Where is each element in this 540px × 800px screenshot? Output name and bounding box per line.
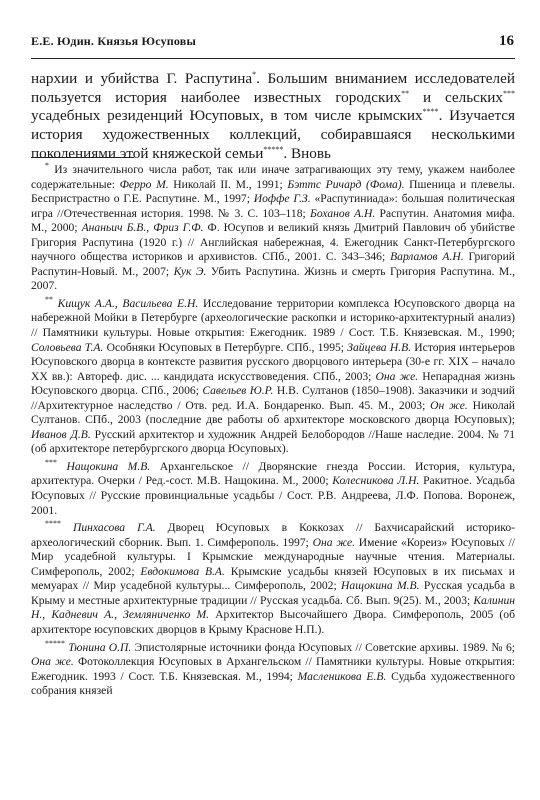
footnote-author: Иванов Д.В.	[31, 427, 91, 441]
footnote-author: Ананьич Б.В., Фриз Г.Ф.	[81, 221, 204, 235]
footnote-author: Она же.	[31, 655, 74, 669]
footnote-text: Пшеница и плевелы. Беспристрастно о Г.Е. Распутине. М., 1997;	[31, 177, 515, 206]
footnote-author: Евдокимова В.А.	[140, 564, 225, 578]
footnote-text: Николай Султанов. СПб., 2003 (последние две работы об архитекторе московского дворца Юсуповых);	[31, 398, 515, 427]
footnote	[31, 163, 515, 294]
footnote-author: Ферро М.	[119, 177, 169, 191]
footnote-author: Савельев Ю.Р.	[202, 384, 274, 398]
footnote-marker: ****	[45, 519, 61, 529]
footnote-text: Имение «Кореиз» Юсуповых //Мир усадебной культуры. I Крымские международные научные чтения. Материалы. Симферополь, 2002;	[31, 535, 516, 578]
footnote-author: Калинин Н., Кадневич А., Земляниченко М.	[31, 593, 515, 622]
body-text-segment: и сельских	[409, 88, 503, 106]
footnote-author: Колесникова Л.Н.	[332, 474, 420, 488]
footnote-text: «Распутиниада»: большая политическая игра //Отечественная история. 1998. № 3. С. 103–118;	[31, 192, 515, 220]
footnote-text: Исследование территории комплекса Юсуповского дворца на набережной Мойки в Петербурге (археологические раскопки и историко-архитектурный анализ) // Памятники культуры. Новые открытия: Ежегодник. 1989 / Сост. Т.Б. Князевская. М., 1990;	[31, 296, 515, 340]
footnote-author: Тюнина О.П.	[68, 640, 132, 654]
footnote	[31, 638, 515, 699]
footnote-author: Зайцева Н.В.	[347, 340, 412, 354]
footnote-marker: ***	[45, 458, 57, 468]
footnote-author: Нащокина М.В.	[341, 579, 420, 593]
footnote-author: Он же.	[430, 398, 468, 412]
footnote-ref-2: **	[401, 88, 410, 98]
footnote	[31, 460, 515, 518]
footnote-text: Распутин. Анатомия мифа. М., 2000;	[31, 206, 515, 235]
header-rule	[31, 58, 515, 59]
footnote-marker: **	[45, 295, 53, 305]
footnotes-section	[31, 163, 515, 702]
footnote-text: Николай II. М., 1991;	[168, 177, 288, 191]
footnote	[31, 521, 515, 637]
footnote-text: История интерьеров Юсуповского дворца в контексте развития русского дворцового интерьера (30-е гг. XIX – начало XX вв.): Автореф. дис. ... кандидата искусствоведения. СПб., 2003;	[31, 340, 516, 383]
book-page	[31, 0, 515, 800]
footnote-author: Кищук А.А., Васильева Е.Н.	[57, 296, 199, 310]
footnote-author: Варламов А.Н.	[390, 250, 464, 264]
footnote-text: Ракитное. Усадьба Юсуповых // Русские провинциальные усадьбы / Сост. Р.В. Андреева, Л.Ф. Попова. Воронеж, 2001.	[31, 474, 515, 517]
body-text-segment: усадебных резиденций Юсуповых, в том числе крымских	[31, 107, 423, 125]
footnote-text: Из значительного числа работ, так или иначе затрагивающих эту тему, укажем наиболее содержательные:	[31, 163, 515, 191]
footnote-text: Архитектор Высочайшего Двора. Симферополь, 2005 (об архитекторе юсуповских дворцов в Крыму Краснове Н.П.).	[31, 608, 515, 636]
footnote-marker: *	[45, 161, 49, 171]
body-paragraph	[31, 70, 515, 164]
footnote	[31, 297, 515, 457]
footnote-marker: *****	[45, 638, 65, 648]
footnote-author: Она же.	[312, 535, 356, 549]
footnote-ref-5: *****	[263, 144, 284, 154]
running-head: Е.Е. Юдин. Князья Юсуповы	[31, 34, 197, 48]
footnote-text: Русская усадьба в Крыму и местные архитектурные традиции // Русская усадьба. Сб. Вып. 9(25). М., 2003;	[31, 579, 515, 607]
footnote-author: Она же.	[375, 369, 419, 383]
footnote-author: Масленикова Е.В.	[297, 669, 387, 683]
footnote-text: Особняки Юсуповых в Петербурге. СПб., 1995;	[103, 340, 348, 354]
body-text-segment: . Изучается история художественных коллекций, собиравшаяся несколькими поколениями этой княжеской семьи	[31, 107, 515, 162]
footnote-separator	[31, 157, 134, 158]
footnote-author: Кук Э.	[173, 264, 207, 278]
footnote-author: Бэттс Ричард (Фома).	[287, 177, 405, 191]
page-header	[31, 33, 515, 50]
footnote-text	[61, 521, 73, 534]
footnote-text	[57, 460, 67, 473]
footnote-text: Григорий Распутин-Новый. М., 2007;	[31, 250, 515, 278]
body-text-segment: нархии и убийства Г. Распутина	[31, 70, 253, 87]
footnote-author: Иоффе Г.З.	[253, 192, 311, 206]
footnote-text: Крымские усадьбы князей Юсуповых в их письмах и мемуарах // Мир усадебной культуры... Симферополь, 2002;	[31, 564, 515, 593]
page-number: 16	[499, 33, 514, 49]
footnote-author: Соловьева Т.А.	[31, 340, 104, 354]
footnote-text: Русский архитектор и художник Андрей Белобородов //Наше наследие. 2004. № 71 (об архитекторе петербургского дворца Юсуповых).	[31, 427, 515, 456]
footnote-text: Эпистолярные источники фонда Юсуповых // Советские архивы. 1989. № 6;	[131, 640, 515, 654]
body-text-segment: . Большим вниманием исследователей пользуется история наиболее известных городских	[31, 70, 515, 106]
footnote-author: Пинхасова Г.А.	[72, 521, 156, 535]
footnote-ref-4: ****	[422, 107, 439, 117]
footnote-text: Н.В. Султанов (1850–1908). Заказчики и зодчий //Архитектурное наследство / Отв. ред. И.А. Бондаренко. Вып. 45. М., 2003;	[31, 384, 515, 412]
footnote-text: Убить Распутина. Жизнь и смерть Григория Распутина. М., 2007.	[31, 264, 515, 293]
footnote-ref-3: ***	[503, 88, 515, 98]
footnote-ref-1: *	[252, 69, 257, 79]
footnote-author: Боханов А.Н.	[309, 206, 376, 220]
footnote-text: Ф. Юсупов и великий князь Дмитрий Павлович об убийстве Григория Распутина (1920 г.) // Английская набережная, 4. Ежегодник Санкт-Петербургского научного общества историков и архивистов. СПб., 2001. С. 343–346;	[31, 221, 515, 264]
footnote-text: Дворец Юсуповых в Коккозах // Бахчисарайский историко-археологический сборник. Вып. 1. Симферополь. 1997;	[31, 521, 515, 549]
body-text-segment: . Вновь	[283, 144, 331, 162]
footnote-text: Судьба художественного собрания князей	[31, 669, 515, 698]
footnote-text: Архангельское // Дворянские гнезда России. История, культура, архитектура. Очерки / Ред.-сост. М.В. Нащокина. М., 2000;	[31, 459, 515, 488]
footnote-author: Нащокина М.В.	[66, 459, 151, 473]
footnote-text: Фотоколлекция Юсуповых в Архангельском // Памятники культуры. Новые открытия: Ежегодник. 1993 / Сост. Т.Б. Князевская. М., 1994;	[31, 655, 515, 683]
footnote-text: Непарадная жизнь Юсуповского дворца. СПб., 2006;	[31, 369, 515, 398]
